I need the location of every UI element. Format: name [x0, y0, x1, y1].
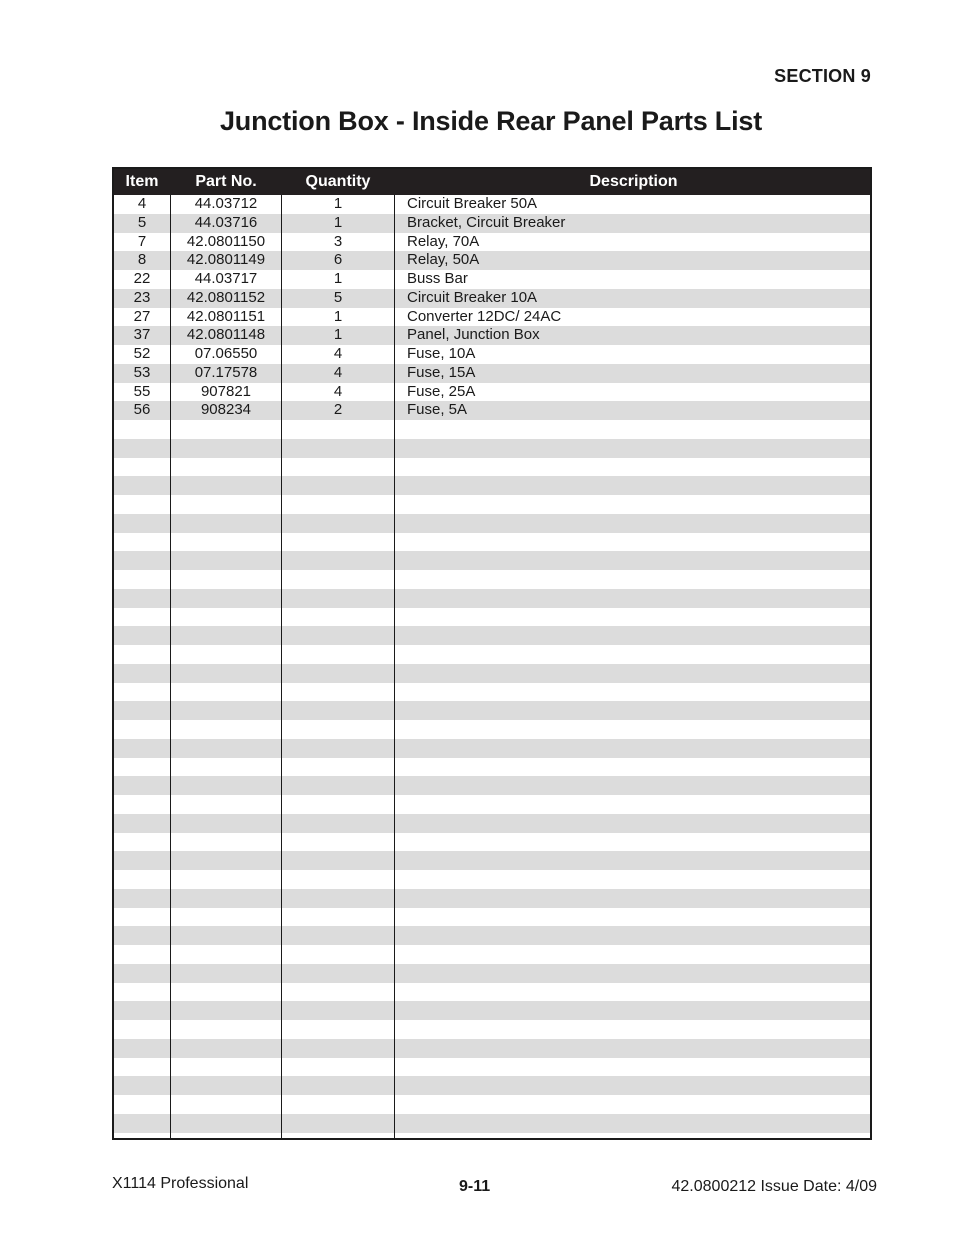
cell-quantity: 4	[333, 363, 343, 381]
table-row	[114, 476, 870, 495]
table-row	[114, 983, 870, 1002]
cell-item-number: 55	[133, 382, 151, 400]
footer-issue: 42.0800212 Issue Date: 4/09	[671, 1178, 877, 1195]
footer-model: X1114 Professional	[112, 1175, 249, 1192]
table-row	[114, 683, 870, 702]
table-row	[114, 551, 870, 570]
column-header-description: Description	[589, 173, 678, 190]
table-row	[114, 420, 870, 439]
table-row	[114, 458, 870, 477]
cell-quantity: 3	[333, 232, 343, 250]
cell-description: Circuit Breaker 10A	[407, 288, 538, 306]
table-row	[114, 945, 870, 964]
table-row	[114, 1020, 870, 1039]
cell-description: Relay, 70A	[407, 232, 480, 250]
cell-part-number: 07.06550	[194, 345, 258, 362]
table-row	[114, 664, 870, 683]
cell-quantity: 5	[333, 288, 343, 306]
cell-description: Fuse, 5A	[407, 401, 468, 419]
table-row	[114, 645, 870, 664]
cell-description: Relay, 50A	[407, 251, 480, 269]
cell-item-number: 8	[137, 251, 147, 269]
table-body	[114, 195, 870, 1140]
table-row	[114, 870, 870, 889]
cell-part-number: 44.03717	[194, 270, 258, 287]
table-row	[114, 533, 870, 552]
cell-item-number: 37	[133, 326, 151, 344]
table-row	[114, 1114, 870, 1133]
cell-quantity: 2	[333, 401, 343, 419]
table-header	[114, 169, 870, 195]
cell-description: Circuit Breaker 50A	[407, 195, 538, 212]
cell-part-number: 42.0801149	[186, 251, 266, 269]
cell-description: Converter 12DC/ 24AC	[407, 307, 562, 325]
table-row	[114, 889, 870, 908]
table-row	[114, 1095, 870, 1114]
table-row	[114, 833, 870, 852]
cell-part-number: 44.03716	[194, 213, 258, 231]
cell-part-number: 907821	[200, 382, 252, 400]
cell-quantity: 1	[333, 195, 343, 212]
table-row	[114, 439, 870, 458]
table-row	[114, 495, 870, 514]
cell-description: Panel, Junction Box	[407, 326, 540, 344]
table-row	[114, 589, 870, 608]
cell-part-number: 44.03712	[194, 195, 258, 212]
table-row	[114, 776, 870, 795]
cell-description: Fuse, 25A	[407, 382, 476, 400]
cell-description: Fuse, 15A	[407, 363, 476, 381]
cell-item-number: 22	[133, 270, 151, 287]
table-row	[114, 814, 870, 833]
table-row	[114, 1058, 870, 1077]
column-header-item: Item	[125, 173, 159, 190]
cell-description: Fuse, 10A	[407, 345, 476, 362]
cell-quantity: 1	[333, 326, 343, 344]
column-divider	[170, 195, 171, 1140]
column-header-quantity: Quantity	[305, 173, 371, 190]
table-row	[114, 758, 870, 777]
cell-item-number: 7	[137, 232, 147, 250]
column-header-part-no: Part No.	[195, 173, 257, 190]
table-row	[114, 1039, 870, 1058]
cell-part-number: 908234	[200, 401, 252, 419]
table-row	[114, 964, 870, 983]
table-row	[114, 908, 870, 927]
cell-part-number: 42.0801152	[186, 288, 266, 306]
table-row	[114, 1076, 870, 1095]
table-row	[114, 514, 870, 533]
table-row	[114, 570, 870, 589]
cell-part-number: 42.0801151	[186, 307, 266, 325]
cell-part-number: 42.0801148	[186, 326, 266, 344]
cell-item-number: 5	[137, 213, 147, 231]
cell-quantity: 4	[333, 345, 343, 362]
table-row	[114, 926, 870, 945]
column-divider	[394, 195, 395, 1140]
page-title: Junction Box - Inside Rear Panel Parts List	[219, 106, 763, 136]
cell-item-number: 56	[133, 401, 151, 419]
cell-quantity: 1	[333, 270, 343, 287]
table-row	[114, 851, 870, 870]
cell-item-number: 23	[133, 288, 151, 306]
cell-part-number: 07.17578	[194, 363, 258, 381]
cell-quantity: 4	[333, 382, 343, 400]
table-row	[114, 608, 870, 627]
section-label: SECTION 9	[774, 66, 871, 86]
cell-part-number: 42.0801150	[186, 232, 266, 250]
table-row	[114, 626, 870, 645]
table-row	[114, 720, 870, 739]
cell-quantity: 1	[333, 307, 343, 325]
table-row	[114, 795, 870, 814]
parts-table	[112, 167, 872, 1140]
footer-page-number: 9-11	[459, 1178, 491, 1195]
table-row	[114, 701, 870, 720]
cell-description: Buss Bar	[407, 270, 468, 287]
cell-quantity: 1	[333, 213, 343, 231]
table-row	[114, 1001, 870, 1020]
cell-item-number: 52	[133, 345, 151, 362]
cell-quantity: 6	[333, 251, 343, 269]
cell-description: Bracket, Circuit Breaker	[407, 213, 566, 231]
cell-item-number: 4	[137, 195, 147, 212]
table-row	[114, 739, 870, 758]
column-divider	[281, 195, 282, 1140]
cell-item-number: 53	[133, 363, 151, 381]
cell-item-number: 27	[133, 307, 151, 325]
